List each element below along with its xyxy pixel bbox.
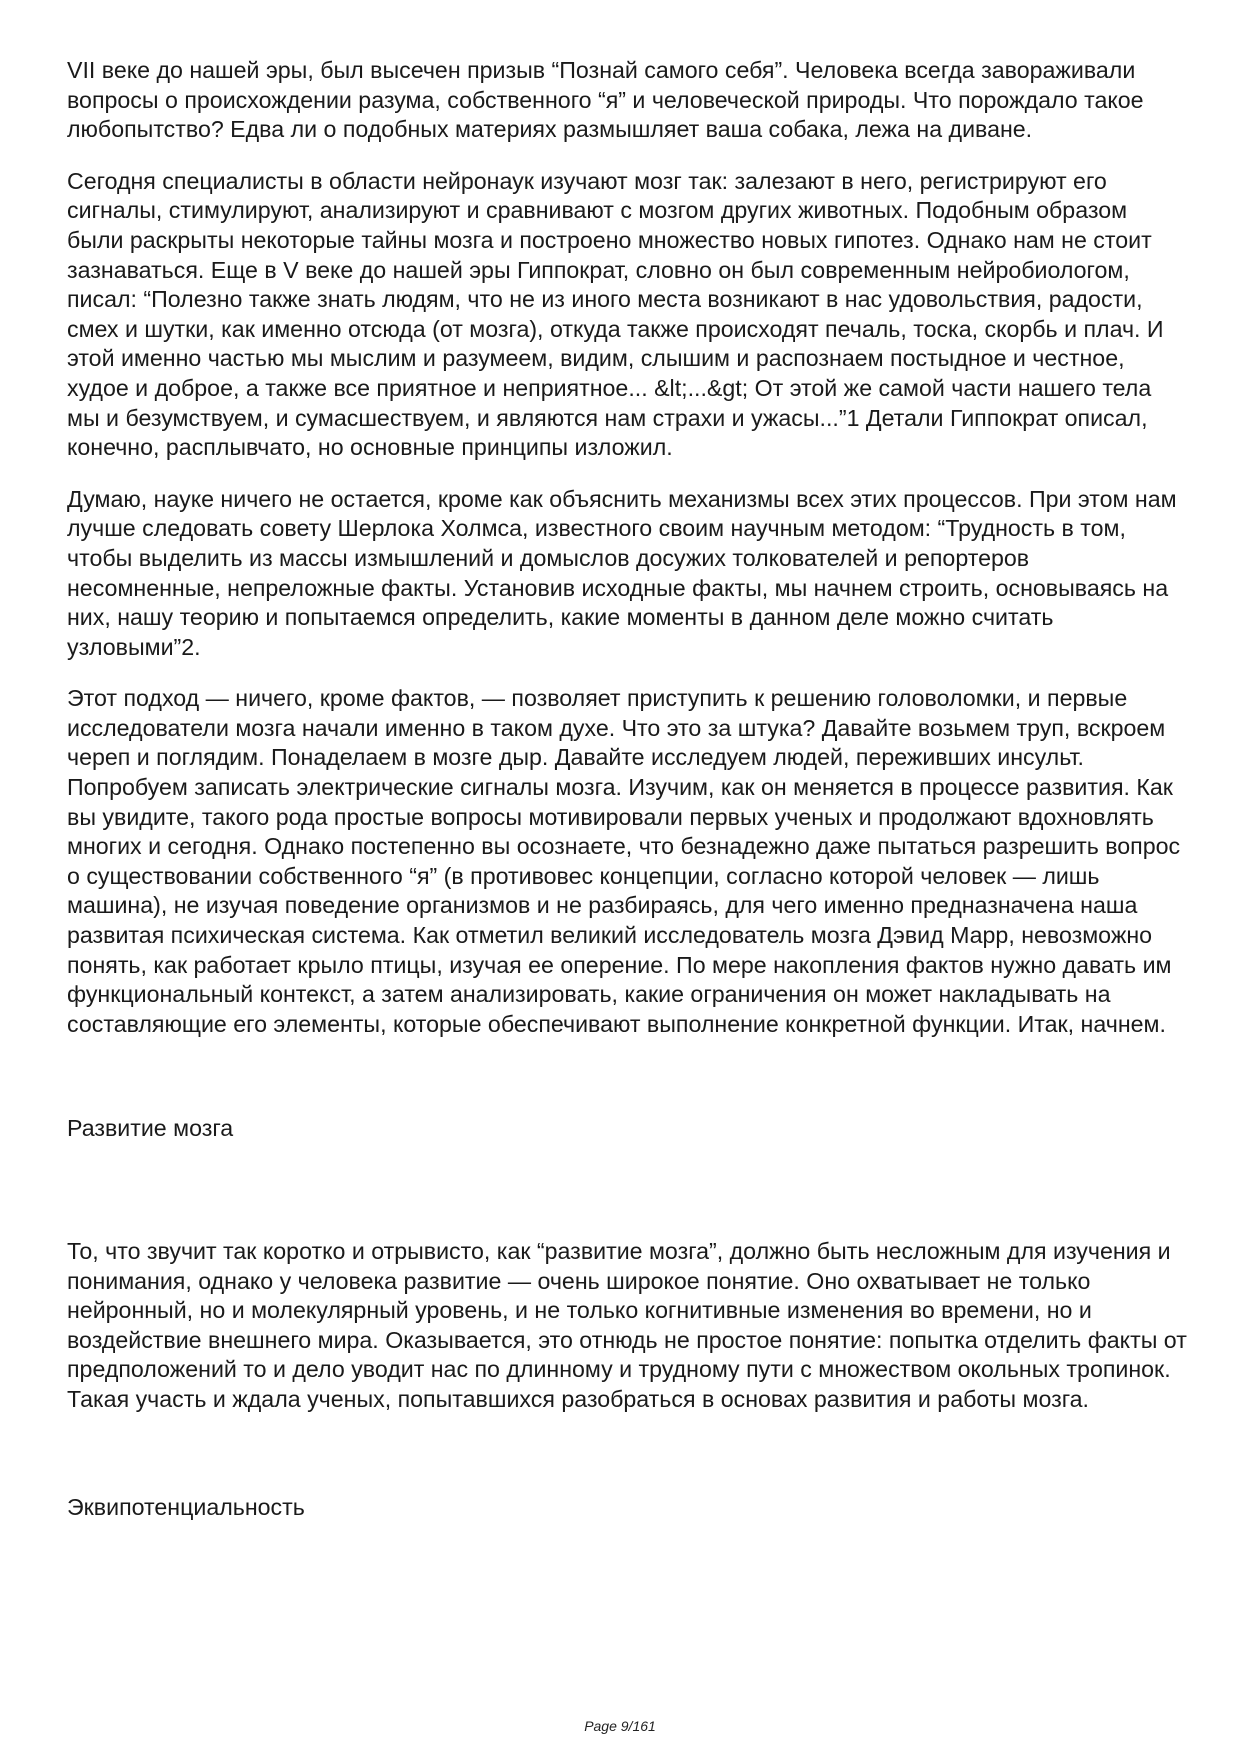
page-content xyxy=(67,56,1187,1522)
paragraph-1: VII веке до нашей эры, был высечен призыв “Познай самого себя”. Человека всегда завораживали вопросы о происхождении разума, собственного “я” и человеческой природы. Что порождало такое любопытство? Едва ли о подобных материях размышляет ваша собака, лежа на диване. xyxy=(67,57,1144,143)
paragraph-2: Сегодня специалисты в области нейронаук изучают мозг так: залезают в него, регистрируют его сигналы, стимулируют, анализируют и сравнивают с мозгом других животных. Подобным образом были раскрыты некоторые тайны мозга и построено множество новых гипотез. Однако нам не стоит зазнаваться. Еще в V веке до нашей эры Гиппократ, словно он был современным нейробиологом, писал: “Полезно также знать людям, что не из иного места возникают в нас удовольствия, радости, смех и шутки, как именно отсюда (от мозга), откуда также происходят печаль, тоска, скорбь и плач. И этой именно частью мы мыслим и разумеем, видим, слышим и распознаем постыдное и честное, худое и доброе, а также все приятное и неприятное... &lt;...&gt; От этой же самой части нашего тела мы и безумствуем, и сумасшествуем, и являются нам страхи и ужасы...”1 Детали Гиппократ описал, конечно, расплывчато, но основные принципы изложил. xyxy=(67,167,1164,461)
paragraph-4: Этот подход — ничего, кроме фактов, — позволяет приступить к решению головоломки, и первые исследователи мозга начали именно в таком духе. Что это за штука? Давайте возьмем труп, вскроем череп и поглядим. Понаделаем в мозге дыр. Давайте исследуем людей, переживших инсульт. Попробуем записать электрические сигналы мозга. Изучим, как он меняется в процессе развития. Как вы увидите, такого рода простые вопросы мотивировали первых ученых и продолжают вдохновлять многих и сегодня. Однако постепенно вы осознаете, что безнадежно даже пытаться разрешить вопрос о существовании собственного “я” (в противовес концепции, согласно которой человек — лишь машина), не изучая поведение организмов и не разбираясь, для чего именно предназначена наша развитая психическая система. Как отметил великий исследователь мозга Дэвид Марр, невозможно понять, как работает крыло птицы, изучая ее оперение. По мере накопления фактов нужно давать им функциональный контекст, а затем анализировать, какие ограничения он может накладывать на составляющие его элементы, которые обеспечивают выполнение конкретной функции. Итак, начнем. xyxy=(67,685,1181,1037)
paragraph-5: То, что звучит так коротко и отрывисто, как “развитие мозга”, должно быть несложным для изучения и понимания, однако у человека развитие — очень широкое понятие. Оно охватывает не только нейронный, но и молекулярный уровень, и не только когнитивные изменения во времени, но и воздействие внешнего мира. Оказывается, это отнюдь не простое понятие: попытка отделить факты от предположений то и дело уводит нас по длинному и трудному пути с множеством окольных тропинок. Такая участь и ждала ученых, попытавшихся разобраться в основах развития и работы мозга. xyxy=(67,1238,1187,1412)
paragraph-3: Думаю, науке ничего не остается, кроме как объяснить механизмы всех этих процессов. При этом нам лучше следовать совету Шерлока Холмса, известного своим научным методом: “Трудность в том, чтобы выделить из массы измышлений и домыслов досужих толкователей и репортеров несомненные, непреложные факты. Установив исходные факты, мы начнем строить, основываясь на них, нашу теорию и попытаемся определить, какие моменты в данном деле можно считать узловыми”2. xyxy=(67,485,1177,660)
section-heading-equipotentiality: Эквипотенциальность xyxy=(67,1493,305,1520)
section-heading-development: Развитие мозга xyxy=(67,1115,234,1142)
page-number: Page 9/161 xyxy=(584,1718,656,1734)
